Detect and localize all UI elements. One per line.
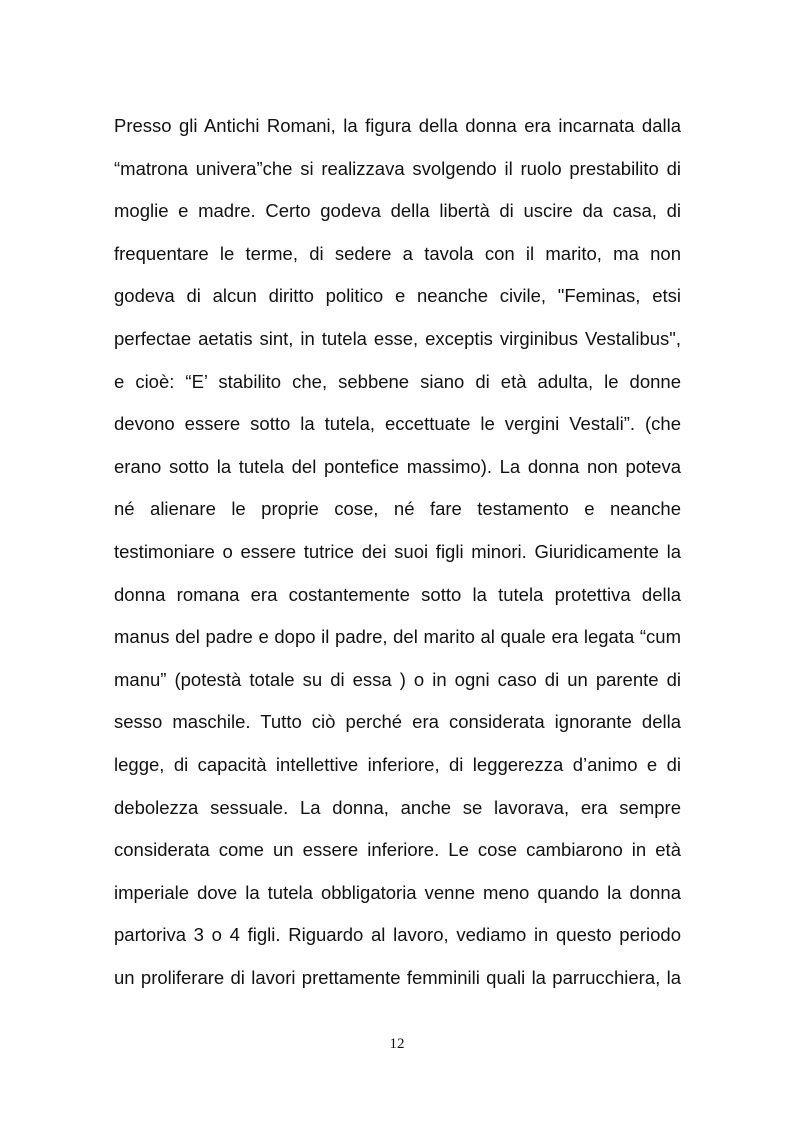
text-line: un proliferare di lavori prettamente femminili quali la parrucchiera, la [114, 966, 681, 988]
text-line: testimoniare o essere tutrice dei suoi figli minori. Giuridicamente la [114, 540, 681, 562]
text-line: partoriva 3 o 4 figli. Riguardo al lavoro, vediamo in questo periodo [114, 924, 681, 946]
text-line: imperiale dove la tutela obbligatoria venne meno quando la donna [114, 881, 681, 903]
text-line: sesso maschile. Tutto ciò perché era considerata ignorante della [114, 711, 681, 733]
text-line: moglie e madre. Certo godeva della libertà di uscire da casa, di [114, 200, 681, 222]
text-line: “matrona univera”che si realizzava svolgendo il ruolo prestabilito di [114, 157, 681, 179]
text-line: Presso gli Antichi Romani, la figura della donna era incarnata dalla [114, 115, 681, 136]
text-line: debolezza sessuale. La donna, anche se lavorava, era sempre [114, 796, 681, 818]
text-line: manu” (potestà totale su di essa ) o in ogni caso di un parente di [114, 668, 681, 690]
text-line: considerata come un essere inferiore. Le cose cambiarono in età [114, 839, 681, 861]
text-line: frequentare le terme, di sedere a tavola con il marito, ma non [114, 242, 681, 264]
text-line: godeva di alcun diritto politico e neanche civile, "Feminas, etsi [114, 285, 681, 307]
text-line: perfectae aetatis sint, in tutela esse, exceptis virginibus Vestalibus", [114, 327, 681, 349]
text-line: legge, di capacità intellettive inferiore, di leggerezza d’animo e di [114, 753, 681, 775]
page-number: 12 [389, 1036, 405, 1052]
text-line: erano sotto la tutela del pontefice massimo). La donna non poteva [114, 455, 681, 477]
text-line: e cioè: “E’ stabilito che, sebbene siano di età adulta, le donne [114, 370, 681, 392]
text-line: manus del padre e dopo il padre, del marito al quale era legata “cum [114, 626, 681, 648]
body-paragraph [114, 110, 681, 1004]
text-line: donna romana era costantemente sotto la tutela protettiva della [114, 583, 681, 605]
text-line: né alienare le proprie cose, né fare testamento e neanche [114, 498, 681, 520]
text-line: devono essere sotto la tutela, eccettuate le vergini Vestali”. (che [114, 413, 681, 435]
